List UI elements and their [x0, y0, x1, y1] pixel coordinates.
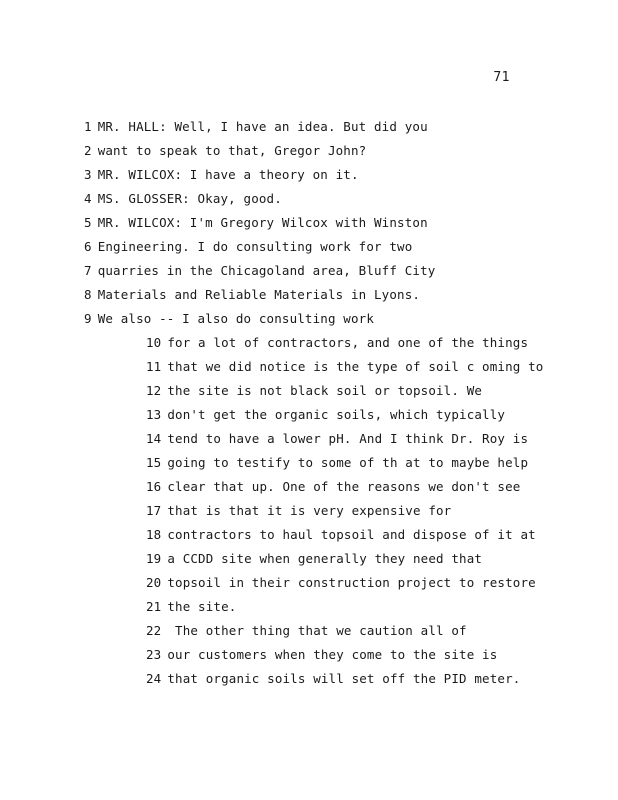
transcript-line — [84, 215, 428, 231]
line-number: 23 — [146, 647, 162, 662]
transcript-line — [146, 527, 536, 543]
line-text: clear that up. One of the reasons we don't see — [167, 479, 521, 494]
line-text: that we did notice is the type of soil c oming to — [167, 359, 544, 374]
line-text: MR. WILCOX: I'm Gregory Wilcox with Winston — [97, 215, 428, 230]
line-text: that organic soils will set off the PID meter. — [167, 671, 521, 686]
line-number: 13 — [146, 407, 162, 422]
transcript-line — [146, 623, 467, 639]
line-text: want to speak to that, Gregor John? — [97, 143, 367, 158]
transcript-line — [84, 311, 374, 327]
transcript-line — [146, 575, 536, 591]
transcript-line — [146, 551, 482, 567]
line-text: tend to have a lower pH. And I think Dr. Roy is — [167, 431, 529, 446]
line-text: MR. HALL: Well, I have an idea. But did you — [97, 119, 428, 134]
line-text: The other thing that we caution all of — [167, 623, 467, 638]
page-number: 71 — [493, 70, 510, 85]
line-number: 18 — [146, 527, 162, 542]
line-text: the site is not black soil or topsoil. We — [167, 383, 483, 398]
line-number: 2 — [84, 143, 92, 158]
line-text: for a lot of contractors, and one of the things — [167, 335, 529, 350]
line-number: 14 — [146, 431, 162, 446]
line-text: the site. — [167, 599, 237, 614]
line-number: 11 — [146, 359, 162, 374]
line-number: 21 — [146, 599, 162, 614]
transcript-line — [84, 119, 428, 135]
transcript-line — [146, 479, 520, 495]
line-text: a CCDD site when generally they need that — [167, 551, 483, 566]
line-number: 8 — [84, 287, 92, 302]
transcript-line — [146, 455, 528, 471]
line-text: MR. WILCOX: I have a theory on it. — [97, 167, 359, 182]
transcript-line — [146, 383, 482, 399]
line-text: We also -- I also do consulting work — [97, 311, 375, 326]
line-text: that is that it is very expensive for — [167, 503, 452, 518]
line-text: Engineering. I do consulting work for two — [97, 239, 413, 254]
transcript-line — [146, 503, 451, 519]
line-number: 5 — [84, 215, 92, 230]
line-number: 20 — [146, 575, 162, 590]
transcript-line — [146, 599, 236, 615]
line-number: 7 — [84, 263, 92, 278]
line-number: 10 — [146, 335, 162, 350]
line-text: topsoil in their construction project to restore — [167, 575, 536, 590]
line-number: 12 — [146, 383, 162, 398]
transcript-line — [84, 263, 435, 279]
transcript-line — [84, 191, 282, 207]
transcript-line — [84, 287, 420, 303]
line-text: our customers when they come to the site is — [167, 647, 498, 662]
transcript-line — [146, 359, 543, 375]
transcript-line — [146, 647, 497, 663]
line-number: 6 — [84, 239, 92, 254]
transcript-line — [84, 239, 412, 255]
line-text: going to testify to some of th at to maybe help — [167, 455, 529, 470]
transcript-line — [84, 167, 359, 183]
line-number: 9 — [84, 311, 92, 326]
line-text: quarries in the Chicagoland area, Bluff City — [97, 263, 436, 278]
line-number: 17 — [146, 503, 162, 518]
line-text: MS. GLOSSER: Okay, good. — [97, 191, 282, 206]
transcript-line — [146, 671, 520, 687]
line-text: Materials and Reliable Materials in Lyons. — [97, 287, 421, 302]
line-text: don't get the organic soils, which typically — [167, 407, 506, 422]
transcript-line — [84, 143, 366, 159]
transcript-line — [146, 431, 528, 447]
line-number: 4 — [84, 191, 92, 206]
line-number: 1 — [84, 119, 92, 134]
transcript-line — [146, 407, 505, 423]
line-number: 22 — [146, 623, 162, 638]
line-text: contractors to haul topsoil and dispose of it at — [167, 527, 536, 542]
line-number: 3 — [84, 167, 92, 182]
line-number: 15 — [146, 455, 162, 470]
line-number: 16 — [146, 479, 162, 494]
line-number: 19 — [146, 551, 162, 566]
transcript-line — [146, 335, 528, 351]
line-number: 24 — [146, 671, 162, 686]
